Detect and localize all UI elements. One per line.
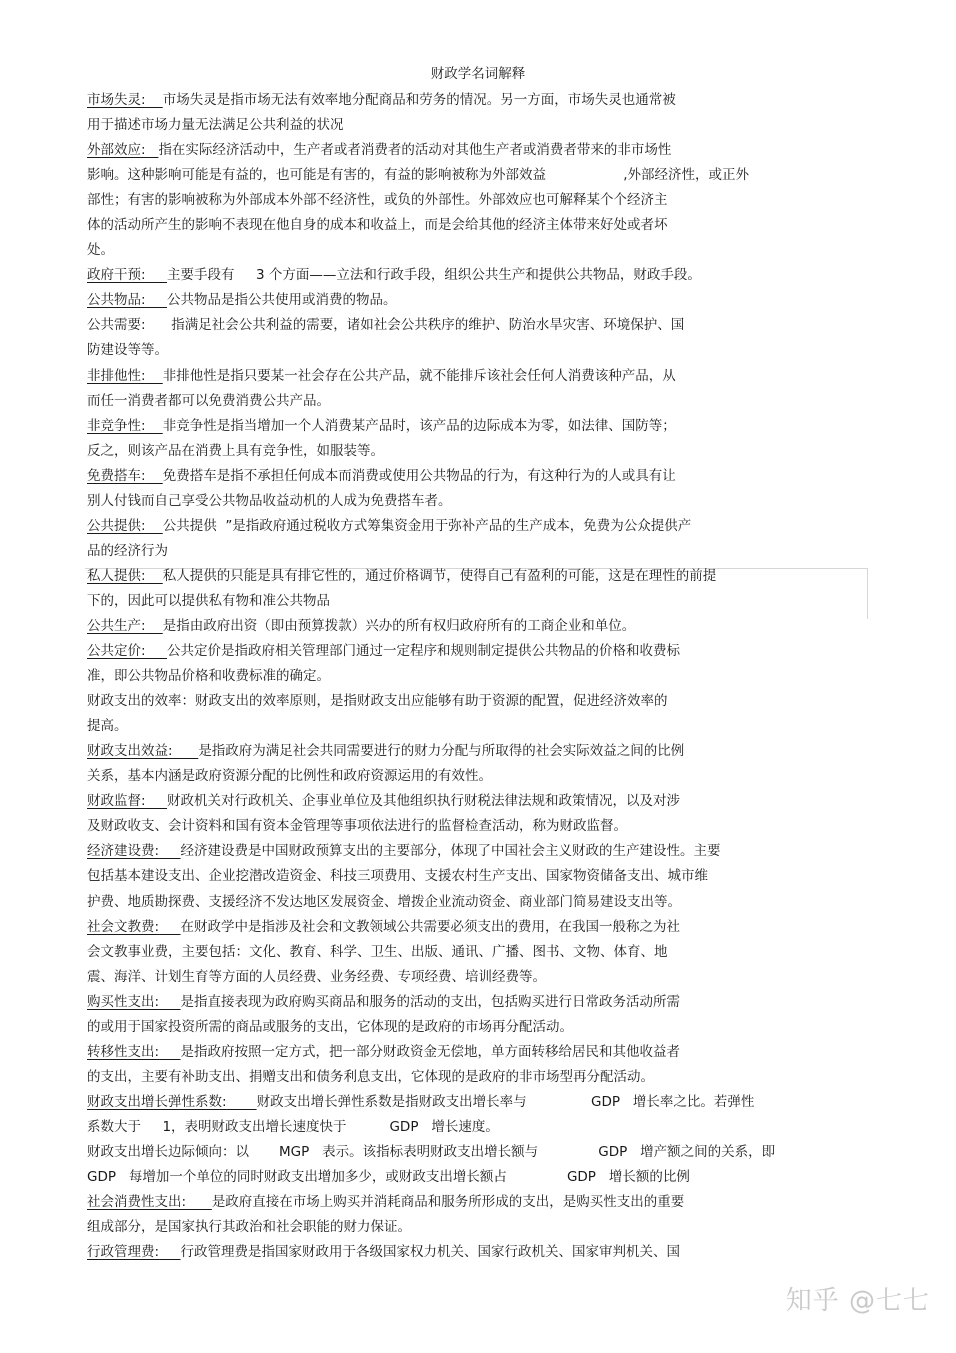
definition-text: 处。 xyxy=(87,242,114,259)
text-line xyxy=(87,263,867,288)
document-body xyxy=(87,88,867,1265)
definition-text: 是政府直接在市场上购买并消耗商品和服务所形成的支出，是购买性支出的重要 xyxy=(211,1194,685,1211)
text-line xyxy=(87,313,867,338)
definition-text: 的支出，主要有补助支出、捐赠支出和债务利息支出，它体现的是政府的非市场型再分配活动。 xyxy=(87,1068,654,1085)
text-line xyxy=(87,965,867,990)
text-line xyxy=(87,163,867,188)
text-line xyxy=(87,839,867,864)
definition-text: 是指直接表现为政府购买商品和服务的活动的支出，包括购买进行日常政务活动所需 xyxy=(180,993,681,1010)
text-line xyxy=(87,489,867,514)
term-label: 公共定价: xyxy=(87,643,146,660)
definition-text: 指在实际经济活动中，生产者或者消费者的活动对其他生产者或消费者带来的非市场性 xyxy=(158,142,672,159)
text-line xyxy=(87,864,867,889)
term-underline-pad xyxy=(146,142,159,158)
term-underline-pad xyxy=(186,1194,212,1210)
term-underline-pad xyxy=(146,643,167,659)
text-line xyxy=(87,764,867,789)
definition-text: 非竞争性是指当增加一个人消费某产品时，该产品的边际成本为零，如法律、国防等； xyxy=(162,417,676,434)
term-label: 市场失灵: xyxy=(87,92,146,108)
definition-text: 提高。 xyxy=(87,718,128,735)
definition-text: 包括基本建设支出、企业挖潜改造资金、科技三项费用、支援农村生产支出、国家物资储备支出、城市维 xyxy=(87,868,708,885)
term-underline-pad xyxy=(146,92,163,108)
text-line xyxy=(87,990,867,1015)
term-label: 经济建设费: xyxy=(87,843,160,860)
term-label: 财政监督: xyxy=(87,793,146,810)
definition-text: 准，即公共物品价格和收费标准的确定。 xyxy=(87,668,330,685)
term-label: 公共生产: xyxy=(87,617,146,634)
text-line xyxy=(87,714,867,739)
text-line xyxy=(87,739,867,764)
term-label: 私人提供: xyxy=(87,567,146,584)
definition-text: 体的活动所产生的影响不表现在他自身的成本和收益上，而是会给其他的经济主体带来好处或者坏 xyxy=(87,217,668,234)
definition-text: 护费、地质勘探费、支援经济不发达地区发展资金、增拨企业流动资金、商业部门简易建设支出等。 xyxy=(87,893,681,910)
text-line xyxy=(87,539,867,564)
term-label: 财政支出效益: xyxy=(87,743,173,760)
text-line xyxy=(87,514,867,539)
term-label: 公共物品: xyxy=(87,292,146,309)
term-underline-pad xyxy=(227,1094,257,1110)
text-line xyxy=(87,389,867,414)
definition-text: 会文教事业费，主要包括：文化、教育、科学、卫生、出版、通讯、广播、图书、文物、体育、地 xyxy=(87,943,668,960)
text-line xyxy=(87,113,867,138)
text-line xyxy=(87,1165,867,1190)
text-line xyxy=(87,639,867,664)
text-line xyxy=(87,564,867,589)
text-line xyxy=(87,1015,867,1040)
text-line xyxy=(87,589,867,614)
definition-text: 品的经济行为 xyxy=(87,542,168,559)
text-line xyxy=(87,439,867,464)
definition-text: 下的，因此可以提供私有物和准公共物品 xyxy=(87,592,330,609)
definition-text: 免费搭车是指不承担任何成本而消费或使用公共物品的行为，有这种行为的人或具有让 xyxy=(162,467,676,484)
text-line xyxy=(87,890,867,915)
term-label: 免费搭车: xyxy=(87,467,146,484)
term-underline-pad xyxy=(146,468,163,484)
term-label: 社会消费性支出: xyxy=(87,1194,187,1211)
text-line xyxy=(87,1090,867,1115)
term-label: 非排他性: xyxy=(87,367,146,384)
text-line xyxy=(87,213,867,238)
term-underline-pad xyxy=(146,418,163,434)
definition-text: 反之，则该产品在消费上具有竞争性，如服装等。 xyxy=(87,442,384,459)
text-line xyxy=(87,138,867,163)
definition-text: 财政支出增长弹性系数是指财政支出增长率与 GDP 增长率之比。若弹性 xyxy=(256,1093,755,1110)
text-line xyxy=(87,940,867,965)
text-line xyxy=(87,664,867,689)
term-label: 公共提供: xyxy=(87,517,146,534)
term-underline-pad xyxy=(159,843,180,859)
definition-text: 在财政学中是指涉及社会和文教领域公共需要必须支出的费用，在我国一般称之为社 xyxy=(180,918,681,935)
definition-text: 是指政府为满足社会共同需要进行的财力分配与所取得的社会实际效益之间的比例 xyxy=(198,743,685,760)
text-line xyxy=(87,1240,867,1265)
definition-text: 而任一消费者都可以免费消费公共产品。 xyxy=(87,392,330,409)
text-line xyxy=(87,1140,867,1165)
definition-text: 部性；有害的影响被称为外部成本外部不经济性，或负的外部性。外部效应也可解释某个个经济主 xyxy=(87,192,668,209)
definition-text: 组成部分，是国家执行其政治和社会职能的财力保证。 xyxy=(87,1219,411,1236)
term-underline-pad xyxy=(146,618,163,634)
definition-text: 经济建设费是中国财政预算支出的主要部分，体现了中国社会主义财政的生产建设性。主要 xyxy=(180,843,721,860)
term-underline-pad xyxy=(146,793,167,809)
definition-text: 行政管理费是指国家财政用于各级国家权力机关、国家行政机关、国家审判机关、国 xyxy=(180,1244,681,1261)
term-underline-pad xyxy=(146,292,167,308)
definition-text: 市场失灵是指市场无法有效率地分配商品和劳务的情况。另一方面，市场失灵也通常被 xyxy=(162,92,676,108)
term-label: 财政支出增长弹性系数: xyxy=(87,1093,227,1110)
term-label: 非竞争性: xyxy=(87,417,146,434)
definition-text: GDP 每增加一个单位的同时财政支出增加多少，或财政支出增长额占 GDP 增长额的比例 xyxy=(87,1169,690,1186)
term-underline-pad xyxy=(146,518,163,534)
definition-text: 震、海洋、计划生育等方面的人员经费、业务经费、专项经费、培训经费等。 xyxy=(87,968,546,985)
definition-text: 是指政府按照一定方式，把一部分财政资金无偿地，单方面转移给居民和其他收益者 xyxy=(180,1043,681,1060)
text-line xyxy=(87,1065,867,1090)
definition-text: 公共物品是指公共使用或消费的物品。 xyxy=(167,292,397,309)
definition-text: 系数大于 1，表明财政支出增长速度快于 GDP 增长速度。 xyxy=(87,1118,499,1135)
term-label: 转移性支出: xyxy=(87,1043,160,1060)
text-line xyxy=(87,814,867,839)
definition-text: 别人付钱而自己享受公共物品收益动机的人成为免费搭车者。 xyxy=(87,492,452,509)
definition-text: 影响。这种影响可能是有益的，也可能是有害的，有益的影响被称为外部效益 ,外部经济性，或正外 xyxy=(87,167,750,184)
text-line xyxy=(87,1190,867,1215)
text-line xyxy=(87,689,867,714)
text-line xyxy=(87,1115,867,1140)
definition-text: 非排他性是指只要某一社会存在公共产品，就不能排斥该社会任何人消费该种产品，从 xyxy=(162,367,676,384)
text-line xyxy=(87,614,867,639)
term-label: 社会文教费: xyxy=(87,918,160,935)
term-underline-pad xyxy=(146,368,163,384)
text-line xyxy=(87,789,867,814)
term-label: 外部效应: xyxy=(87,142,146,159)
definition-text: 财政支出的效率：财政支出的效率原则，是指财政支出应能够有助于资源的配置，促进经济效率的 xyxy=(87,693,668,710)
text-line xyxy=(87,464,867,489)
term-label: 行政管理费: xyxy=(87,1244,160,1261)
definition-text: 公共需要: 指满足社会公共利益的需要，诸如社会公共秩序的维护、防治水旱灾害、环境保护、国 xyxy=(87,317,685,334)
text-line xyxy=(87,1040,867,1065)
text-line xyxy=(87,915,867,940)
text-line xyxy=(87,414,867,439)
term-underline-pad xyxy=(173,743,199,759)
text-line xyxy=(87,238,867,263)
term-label: 政府干预: xyxy=(87,267,146,284)
text-line xyxy=(87,288,867,313)
term-underline-pad xyxy=(146,568,163,584)
definition-text: 私人提供的只能是具有排它性的，通过价格调节，使得自己有盈利的可能，这是在理性的前提 xyxy=(162,567,717,584)
definition-text: 及财政收支、会计资料和国有资本金管理等事项依法进行的监督检查活动，称为财政监督。 xyxy=(87,818,627,835)
term-underline-pad xyxy=(146,267,167,283)
definition-text: 的或用于国家投资所需的商品或服务的支出，它体现的是政府的市场再分配活动。 xyxy=(87,1018,573,1035)
definition-text: 是指由政府出资（即由预算拨款）兴办的所有权归政府所有的工商企业和单位。 xyxy=(162,617,636,634)
text-line xyxy=(87,338,867,363)
term-underline-pad xyxy=(159,1044,180,1060)
term-underline-pad xyxy=(159,1244,180,1260)
definition-text: 主要手段有 3 个方面——立法和行政手段，组织公共生产和提供公共物品，财政手段。 xyxy=(167,267,701,284)
text-line xyxy=(87,188,867,213)
definition-text: 防建设等等。 xyxy=(87,342,168,359)
term-label: 购买性支出: xyxy=(87,993,160,1010)
page-title: 财政学名词解释 xyxy=(430,66,526,82)
text-line xyxy=(87,88,867,113)
definition-text: 财政机关对行政机关、企事业单位及其他组织执行财税法律法规和政策情况，以及对涉 xyxy=(167,793,681,810)
definition-text: 财政支出增长边际倾向：以 MGP 表示。该指标表明财政支出增长额与 GDP 增产额之间的关系，即 xyxy=(87,1143,776,1160)
definition-text: 用于描述市场力量无法满足公共利益的状况 xyxy=(87,117,344,134)
definition-text: 公共提供 ”是指政府通过税收方式筹集资金用于弥补产品的生产成本，免费为公众提供产 xyxy=(162,517,692,534)
term-underline-pad xyxy=(159,994,180,1010)
text-line xyxy=(87,1215,867,1240)
watermark: 知乎 @七七 xyxy=(785,1286,930,1316)
definition-text: 公共定价是指政府相关管理部门通过一定程序和规则制定提供公共物品的价格和收费标 xyxy=(167,643,681,660)
term-underline-pad xyxy=(159,919,180,935)
text-line xyxy=(87,364,867,389)
definition-text: 关系，基本内涵是政府资源分配的比例性和政府资源运用的有效性。 xyxy=(87,768,492,785)
